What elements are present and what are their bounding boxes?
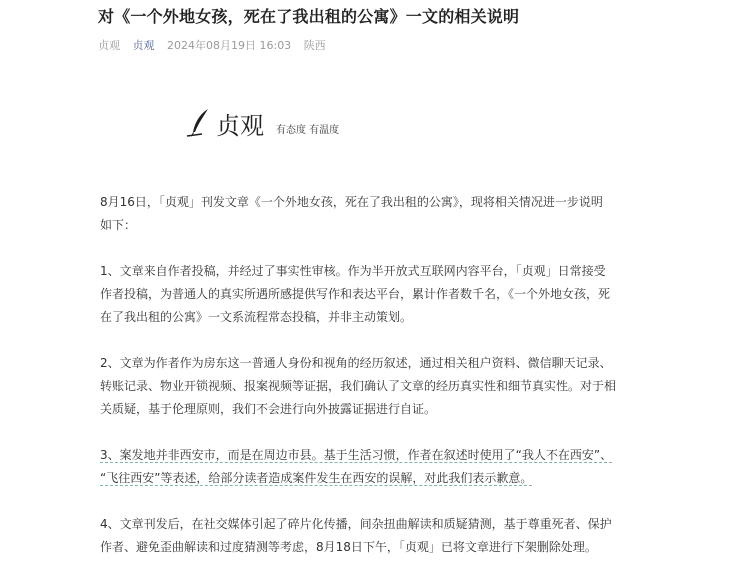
- paragraph-line: 4、文章刊发后，在社交媒体引起了碎片化传播，间杂扭曲解读和质疑猜测，基于尊重死者、保护: [100, 517, 612, 531]
- brand-logo-text: 贞观: [216, 112, 264, 140]
- paragraph-line: 在了我出租的公寓》一文系流程常态投稿，并非主动策划。: [100, 310, 413, 324]
- paragraph-line: 作者、避免歪曲解读和过度猜测等考虑，8月18日下午，「贞观」已将文章进行下架删除处理。: [100, 540, 597, 554]
- paragraph: [100, 513, 620, 559]
- paragraph-line: 关质疑，基于伦理原则，我们不会进行向外披露证据进行自证。: [100, 402, 437, 416]
- paragraph-line: 2、文章为作者作为房东这一普通人身份和视角的经历叙述，通过相关租户资料、微信聊天记录、: [100, 356, 612, 370]
- paragraph-underlined: [100, 444, 620, 490]
- paragraph-line: 1、文章来自作者投稿，并经过了事实性审核。作为半开放式互联网内容平台，「贞观」日常接受: [100, 264, 606, 278]
- publish-location: 陕西: [303, 39, 326, 52]
- paragraph-line: “飞往西安”等表述，给部分读者造成案件发生在西安的误解，对此我们表示歉意。: [100, 471, 533, 485]
- paragraph: [100, 191, 620, 237]
- paragraph-line: 8月16日，「贞观」刊发文章《一个外地女孩，死在了我出租的公寓》，现将相关情况进一步说明: [100, 195, 603, 209]
- account-name-link[interactable]: 贞观: [132, 39, 155, 52]
- paragraph-line: 转账记录、物业开锁视频、报案视频等证据，我们确认了文章的经历真实性和细节真实性。对于相: [100, 379, 617, 393]
- meta-source: 贞观: [98, 39, 120, 52]
- paragraph-line: 如下：: [100, 218, 137, 232]
- article-content: [100, 191, 620, 582]
- brand-slogan: 有态度 有温度: [276, 125, 340, 136]
- article-meta: [98, 37, 335, 53]
- paragraph: [100, 352, 620, 421]
- article-title: 对《一个外地女孩，死在了我出租的公寓》一文的相关说明: [98, 7, 520, 26]
- paragraph-line: 3、案发地并非西安市，而是在周边市县。基于生活习惯，作者在叙述时使用了“我人不在西安”、: [100, 448, 613, 462]
- quill-pen-icon: [186, 108, 212, 138]
- publish-datetime: 2024年08月19日 16:03: [167, 39, 292, 52]
- paragraph: [100, 260, 620, 329]
- brand-logo: [186, 108, 339, 138]
- paragraph-line: 作者投稿，为普通人的真实所遇所感提供写作和表达平台，累计作者数千名，《一个外地女孩，死: [100, 287, 611, 301]
